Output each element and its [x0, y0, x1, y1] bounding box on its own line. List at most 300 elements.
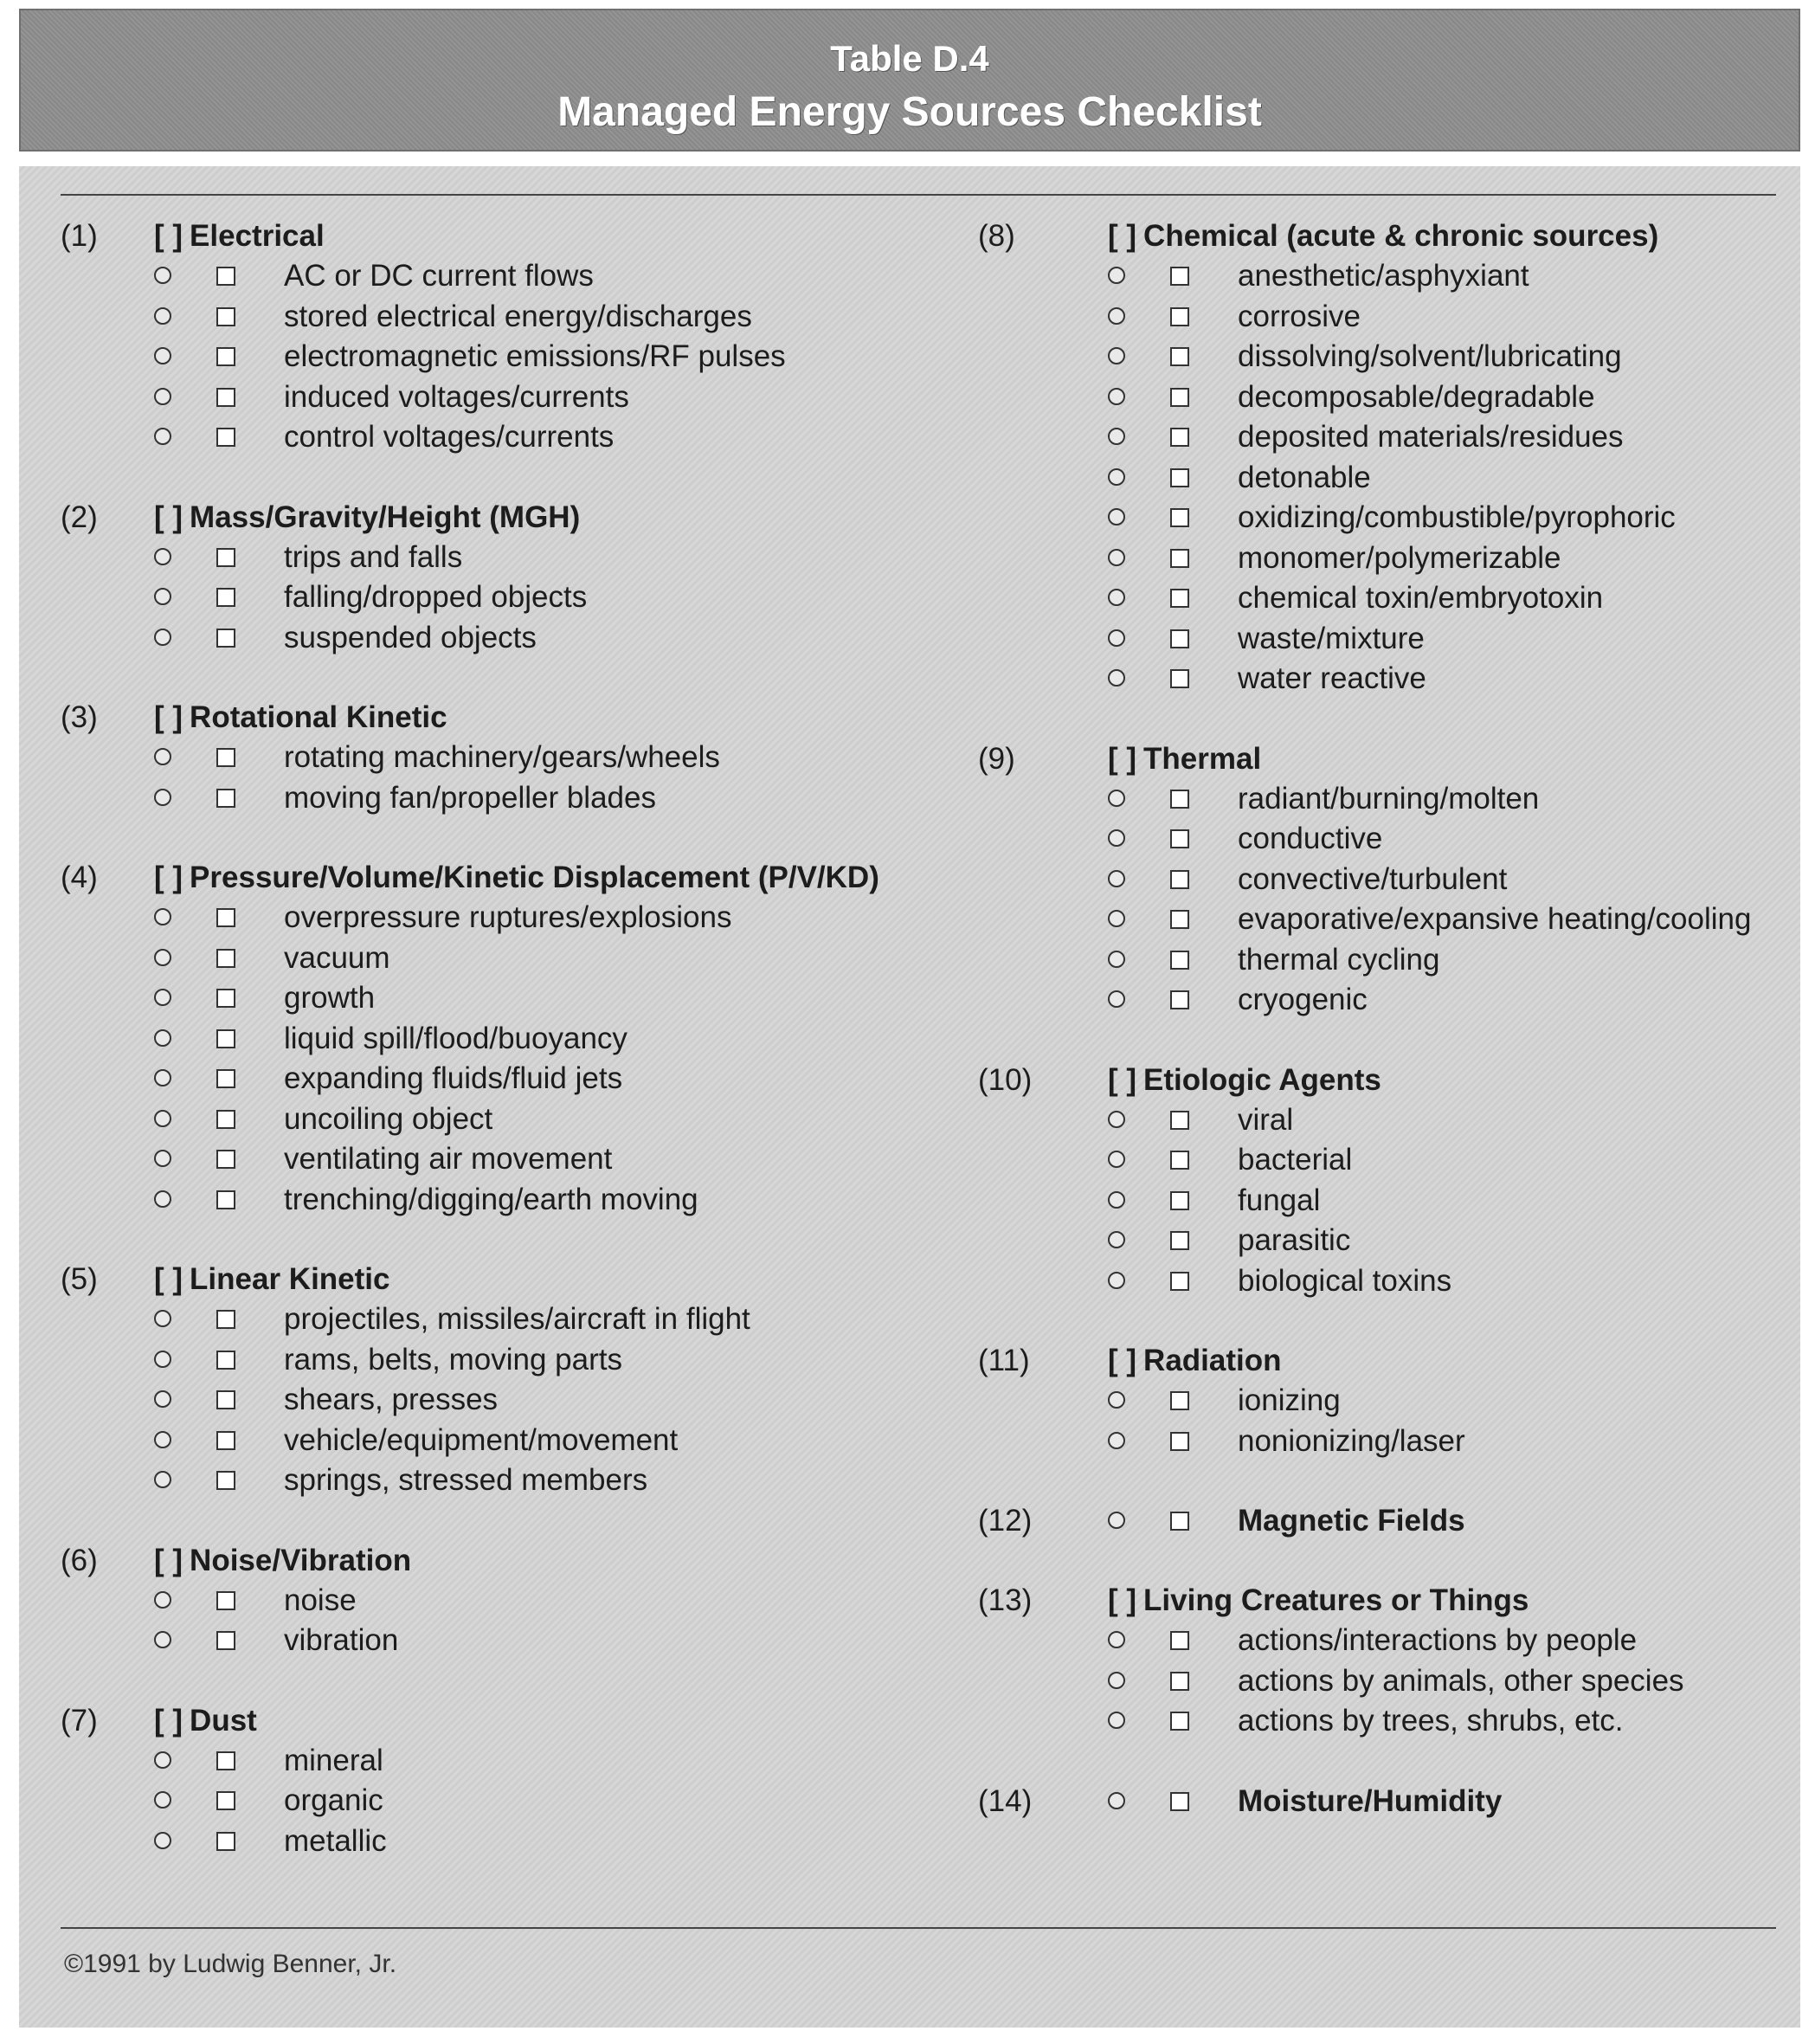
radio-button[interactable]	[154, 307, 171, 325]
checkbox[interactable]	[1170, 1631, 1189, 1650]
checklist-section	[978, 1061, 1792, 1302]
item-label: thermal cycling	[1238, 942, 1440, 977]
section-title	[154, 698, 447, 738]
checklist-item	[978, 1661, 1792, 1702]
radio-button[interactable]	[154, 1631, 171, 1648]
left-column	[61, 216, 961, 1901]
checklist-item	[61, 377, 961, 418]
checkbox[interactable]	[216, 388, 235, 407]
item-label: rotating machinery/gears/wheels	[284, 740, 720, 774]
section-checkbox-bracket[interactable]: [ ]	[1108, 219, 1137, 253]
checkbox[interactable]	[1170, 1432, 1189, 1451]
checklist-item	[978, 377, 1792, 418]
checkbox[interactable]	[216, 588, 235, 607]
checkbox[interactable]	[1170, 549, 1189, 568]
checkbox[interactable]	[216, 267, 235, 286]
section-label: Electrical	[190, 219, 325, 253]
checkbox[interactable]	[1170, 589, 1189, 608]
section-title	[154, 216, 325, 256]
item-label: uncoiling object	[284, 1101, 493, 1136]
checkbox[interactable]	[216, 1431, 235, 1450]
radio-button[interactable]	[1108, 549, 1125, 566]
radio-button[interactable]	[154, 1791, 171, 1809]
section-number: (7)	[61, 1703, 98, 1738]
checklist-item	[61, 898, 961, 938]
radio-button[interactable]	[154, 789, 171, 806]
item-label: AC or DC current flows	[284, 259, 594, 293]
section-title	[1108, 216, 1658, 256]
table-title: Managed Energy Sources Checklist	[557, 89, 1262, 135]
checklist-item	[61, 1059, 961, 1099]
checklist-item	[978, 779, 1792, 820]
section-checkbox-bracket[interactable]: [ ]	[154, 1262, 183, 1296]
item-label: evaporative/expansive heating/cooling	[1238, 902, 1752, 936]
checkbox[interactable]	[216, 949, 235, 968]
section-heading	[61, 698, 961, 738]
item-label: dissolving/solvent/lubricating	[1238, 339, 1622, 373]
item-label: rams, belts, moving parts	[284, 1342, 622, 1377]
checklist-section	[61, 498, 961, 659]
checkbox[interactable]	[216, 1471, 235, 1490]
section-title	[154, 1701, 257, 1741]
checkbox[interactable]	[216, 307, 235, 326]
radio-button[interactable]	[154, 1471, 171, 1488]
item-label: mineral	[284, 1743, 383, 1777]
checklist-item	[61, 1139, 961, 1180]
section-number: (9)	[978, 741, 1015, 776]
item-label: anesthetic/asphyxiant	[1238, 259, 1529, 293]
section-title	[1108, 1341, 1282, 1381]
radio-button[interactable]	[154, 1390, 171, 1408]
checklist-item	[61, 1421, 961, 1461]
checklist-item	[978, 1701, 1792, 1742]
bottom-divider	[61, 1927, 1776, 1929]
checkbox[interactable]	[1170, 508, 1189, 527]
radio-button[interactable]	[154, 1069, 171, 1086]
checklist-item	[978, 1621, 1792, 1661]
item-label: control voltages/currents	[284, 420, 615, 454]
section-number: (10)	[978, 1062, 1033, 1097]
section-heading	[61, 858, 961, 898]
checklist-section	[61, 1701, 961, 1862]
checklist-item	[978, 860, 1792, 900]
item-label: noise	[284, 1583, 357, 1617]
radio-button[interactable]	[154, 1431, 171, 1448]
radio-button[interactable]	[1108, 1111, 1125, 1128]
checklist-section-inline	[978, 1501, 1792, 1541]
item-label: biological toxins	[1238, 1263, 1452, 1298]
item-label: moving fan/propeller blades	[284, 780, 656, 815]
checkbox[interactable]	[1170, 910, 1189, 929]
item-label: induced voltages/currents	[284, 379, 629, 414]
section-label: Rotational Kinetic	[190, 700, 447, 734]
section-checkbox-bracket[interactable]: [ ]	[1108, 1344, 1137, 1377]
item-label: vehicle/equipment/movement	[284, 1422, 679, 1457]
checkbox[interactable]	[216, 748, 235, 767]
checkbox[interactable]	[1170, 1672, 1189, 1691]
checklist-item	[61, 1340, 961, 1381]
section-number: (13)	[978, 1583, 1033, 1617]
checkbox[interactable]	[1170, 428, 1189, 447]
checkbox[interactable]	[216, 428, 235, 447]
radio-button[interactable]	[154, 1029, 171, 1047]
item-label: cryogenic	[1238, 983, 1368, 1016]
checklist-item	[978, 659, 1792, 700]
checklist-item	[978, 458, 1792, 499]
checklist-item	[61, 1822, 961, 1862]
checklist-section	[978, 1341, 1792, 1461]
item-label: shears, presses	[284, 1383, 499, 1416]
radio-button[interactable]	[154, 588, 171, 605]
checkbox[interactable]	[216, 908, 235, 927]
radio-button[interactable]	[1108, 829, 1125, 847]
section-heading	[61, 498, 961, 538]
section-number: (14)	[978, 1783, 1033, 1818]
item-label: vibration	[284, 1623, 399, 1657]
section-label: Dust	[190, 1703, 257, 1738]
checkbox[interactable]	[216, 1310, 235, 1329]
radio-button[interactable]	[1108, 990, 1125, 1008]
section-checkbox-bracket[interactable]: [ ]	[154, 219, 183, 253]
checkbox[interactable]	[1170, 388, 1189, 407]
checklist-section	[61, 698, 961, 818]
radio-button[interactable]	[1108, 1432, 1125, 1449]
section-checkbox-bracket[interactable]: [ ]	[1108, 741, 1137, 776]
radio-button[interactable]	[154, 989, 171, 1006]
item-label: waste/mixture	[1238, 621, 1425, 655]
checklist-item	[978, 980, 1792, 1021]
checklist-item	[978, 256, 1792, 297]
radio-button[interactable]	[154, 388, 171, 405]
checklist-item	[61, 1019, 961, 1060]
checklist-item	[61, 577, 961, 618]
item-label: metallic	[284, 1823, 387, 1858]
checklist-item	[61, 778, 961, 819]
checkbox[interactable]	[216, 1190, 235, 1209]
checkbox[interactable]	[1170, 1391, 1189, 1410]
checkbox[interactable]	[216, 789, 235, 808]
checkbox[interactable]	[1170, 1512, 1189, 1531]
section-heading	[61, 1701, 961, 1741]
section-label: Radiation	[1143, 1344, 1282, 1377]
radio-button[interactable]	[1108, 1712, 1125, 1729]
section-number: (11)	[978, 1344, 1030, 1377]
checklist-item	[978, 940, 1792, 981]
radio-button[interactable]	[1108, 428, 1125, 445]
checkbox[interactable]	[216, 989, 235, 1008]
radio-button[interactable]	[1108, 1272, 1125, 1289]
section-label: Pressure/Volume/Kinetic Displacement (P/V/KD)	[190, 861, 879, 894]
checkbox[interactable]	[216, 1110, 235, 1129]
checklist-item	[978, 498, 1792, 538]
checkbox[interactable]	[216, 1791, 235, 1810]
radio-button[interactable]	[1108, 468, 1125, 486]
checklist-section	[61, 1541, 961, 1661]
checkbox[interactable]	[1170, 1792, 1189, 1811]
checkbox[interactable]	[1170, 307, 1189, 326]
item-label: deposited materials/residues	[1238, 420, 1624, 454]
inline-checklist-row	[978, 1782, 1792, 1822]
checkbox[interactable]	[216, 1751, 235, 1770]
section-number: (1)	[61, 219, 98, 253]
item-label: convective/turbulent	[1238, 861, 1508, 896]
section-label: Magnetic Fields	[1238, 1504, 1465, 1538]
section-number: (3)	[61, 700, 98, 734]
checklist-item	[978, 1221, 1792, 1261]
checkbox[interactable]	[1170, 790, 1189, 809]
checklist-item	[61, 1299, 961, 1340]
item-label: bacterial	[1238, 1143, 1353, 1177]
radio-button[interactable]	[1108, 790, 1125, 807]
checklist-item	[61, 337, 961, 377]
radio-button[interactable]	[154, 1591, 171, 1609]
radio-button[interactable]	[1108, 508, 1125, 526]
section-heading	[978, 1061, 1792, 1100]
item-label: liquid spill/flood/buoyancy	[284, 1021, 628, 1055]
checkbox[interactable]	[1170, 829, 1189, 848]
checklist-item	[61, 738, 961, 778]
item-label: projectiles, missiles/aircraft in flight	[284, 1302, 750, 1336]
checkbox[interactable]	[216, 1832, 235, 1851]
checklist-item	[61, 938, 961, 979]
item-label: trips and falls	[284, 539, 463, 574]
item-label: ventilating air movement	[284, 1142, 613, 1176]
checklist-panel	[19, 166, 1800, 2028]
item-label: actions/interactions by people	[1238, 1623, 1638, 1657]
radio-button[interactable]	[154, 1832, 171, 1849]
checkbox[interactable]	[216, 1069, 235, 1088]
item-label: nonionizing/laser	[1238, 1423, 1465, 1458]
checklist-item	[61, 1460, 961, 1501]
checklist-item	[61, 417, 961, 458]
section-checkbox-bracket[interactable]: [ ]	[154, 861, 183, 894]
checklist-item	[61, 1621, 961, 1661]
radio-button[interactable]	[1108, 1231, 1125, 1248]
radio-button[interactable]	[1108, 589, 1125, 606]
item-label: parasitic	[1238, 1223, 1351, 1257]
table-number: Table D.4	[830, 38, 989, 79]
radio-button[interactable]	[154, 1351, 171, 1368]
radio-button[interactable]	[1108, 951, 1125, 968]
section-label: Mass/Gravity/Height (MGH)	[190, 500, 581, 534]
checklist-section	[61, 1260, 961, 1501]
checkbox[interactable]	[1170, 1191, 1189, 1210]
checkbox[interactable]	[1170, 347, 1189, 366]
item-label: actions by animals, other species	[1238, 1663, 1684, 1698]
section-label: Chemical (acute & chronic sources)	[1143, 219, 1659, 253]
section-number: (5)	[61, 1262, 98, 1296]
item-label: suspended objects	[284, 620, 537, 654]
checkbox[interactable]	[216, 1591, 235, 1610]
checklist-item	[61, 1781, 961, 1822]
checklist-item	[978, 578, 1792, 619]
section-title	[154, 498, 580, 538]
section-title	[154, 1541, 411, 1581]
item-label: oxidizing/combustible/pyrophoric	[1238, 500, 1676, 534]
item-label: ionizing	[1238, 1383, 1341, 1417]
radio-button[interactable]	[1108, 1792, 1125, 1809]
radio-button[interactable]	[1108, 347, 1125, 364]
item-label: fungal	[1238, 1183, 1321, 1217]
section-checkbox-bracket[interactable]: [ ]	[154, 1703, 183, 1738]
radio-button[interactable]	[154, 1150, 171, 1167]
radio-button[interactable]	[1108, 1391, 1125, 1409]
section-checkbox-bracket[interactable]: [ ]	[154, 500, 183, 534]
item-label: falling/dropped objects	[284, 580, 588, 614]
item-label: expanding fluids/fluid jets	[284, 1061, 623, 1095]
section-label: Etiologic Agents	[1143, 1062, 1381, 1097]
radio-button[interactable]	[154, 1110, 171, 1127]
item-label: monomer/polymerizable	[1238, 540, 1561, 575]
checkbox[interactable]	[1170, 267, 1189, 286]
item-label: electromagnetic emissions/RF pulses	[284, 339, 786, 373]
checklist-item	[978, 1381, 1792, 1422]
checklist-item	[61, 618, 961, 659]
section-checkbox-bracket[interactable]: [ ]	[154, 700, 183, 734]
radio-button[interactable]	[154, 347, 171, 364]
radio-button[interactable]	[1108, 1151, 1125, 1168]
section-label: Noise/Vibration	[190, 1543, 412, 1577]
checklist-section	[978, 1581, 1792, 1742]
checklist-item	[61, 297, 961, 338]
checklist-section	[61, 858, 961, 1220]
checkbox[interactable]	[1170, 1111, 1189, 1130]
item-label: water reactive	[1238, 661, 1426, 695]
checkbox[interactable]	[216, 1390, 235, 1409]
checklist-item	[61, 1380, 961, 1421]
checklist-item	[61, 1741, 961, 1782]
checklist-item	[978, 819, 1792, 860]
radio-button[interactable]	[1108, 629, 1125, 647]
inline-checklist-row	[978, 1501, 1792, 1541]
section-heading	[978, 1341, 1792, 1381]
radio-button[interactable]	[1108, 1191, 1125, 1209]
section-title	[154, 1260, 390, 1299]
checklist-item	[61, 1581, 961, 1622]
right-column	[978, 216, 1792, 1861]
checklist-section	[61, 216, 961, 458]
checklist-section	[978, 216, 1792, 700]
radio-button[interactable]	[1108, 267, 1125, 284]
section-heading	[61, 1260, 961, 1299]
radio-button[interactable]	[154, 267, 171, 284]
section-label: Linear Kinetic	[190, 1262, 390, 1296]
checklist-item	[978, 1140, 1792, 1181]
section-number: (6)	[61, 1543, 98, 1577]
checkbox[interactable]	[216, 1150, 235, 1169]
checklist-item	[978, 1422, 1792, 1462]
section-title	[154, 858, 879, 898]
checkbox[interactable]	[216, 347, 235, 366]
checklist-item	[978, 619, 1792, 660]
checkbox[interactable]	[1170, 1712, 1189, 1731]
checkbox[interactable]	[1170, 1272, 1189, 1291]
checkbox[interactable]	[1170, 669, 1189, 688]
copyright-footer: ©1991 by Ludwig Benner, Jr.	[64, 1950, 397, 1978]
section-heading	[978, 739, 1792, 779]
top-divider	[61, 194, 1776, 196]
radio-button[interactable]	[1108, 870, 1125, 887]
radio-button[interactable]	[1108, 1672, 1125, 1689]
checkbox[interactable]	[1170, 951, 1189, 970]
checkbox[interactable]	[1170, 870, 1189, 889]
checklist-item	[978, 1100, 1792, 1141]
radio-button[interactable]	[1108, 669, 1125, 687]
section-title	[1108, 1061, 1381, 1100]
radio-button[interactable]	[154, 748, 171, 765]
checklist-item	[61, 538, 961, 578]
radio-button[interactable]	[1108, 1631, 1125, 1648]
checkbox[interactable]	[216, 1631, 235, 1650]
checkbox[interactable]	[1170, 990, 1189, 1009]
radio-button[interactable]	[154, 1190, 171, 1208]
section-checkbox-bracket[interactable]: [ ]	[154, 1543, 183, 1577]
radio-button[interactable]	[154, 428, 171, 445]
checkbox[interactable]	[216, 1351, 235, 1370]
radio-button[interactable]	[154, 629, 171, 646]
section-number: (12)	[978, 1504, 1033, 1538]
section-number: (8)	[978, 219, 1015, 253]
checklist-item	[61, 1180, 961, 1221]
section-checkbox-bracket[interactable]: [ ]	[1108, 1062, 1137, 1097]
checklist-item	[978, 1181, 1792, 1222]
radio-button[interactable]	[1108, 388, 1125, 405]
radio-button[interactable]	[154, 949, 171, 966]
item-label: organic	[284, 1783, 383, 1817]
radio-button[interactable]	[1108, 307, 1125, 325]
title-banner	[19, 9, 1800, 152]
item-label: decomposable/degradable	[1238, 379, 1595, 414]
item-label: trenching/digging/earth moving	[284, 1182, 698, 1216]
checklist-item	[978, 538, 1792, 579]
section-label: Moisture/Humidity	[1238, 1783, 1503, 1818]
section-title	[1108, 739, 1261, 779]
item-label: conductive	[1238, 822, 1383, 855]
section-title	[1108, 1581, 1529, 1621]
item-label: vacuum	[284, 940, 390, 975]
section-checkbox-bracket[interactable]: [ ]	[1108, 1583, 1137, 1617]
checkbox[interactable]	[216, 548, 235, 567]
checklist-item	[61, 256, 961, 297]
item-label: stored electrical energy/discharges	[284, 299, 752, 333]
radio-button[interactable]	[1108, 910, 1125, 927]
checkbox[interactable]	[216, 629, 235, 648]
checklist-item	[978, 337, 1792, 377]
item-label: radiant/burning/molten	[1238, 781, 1540, 816]
radio-button[interactable]	[1108, 1512, 1125, 1529]
checklist-item	[61, 1099, 961, 1140]
item-label: viral	[1238, 1102, 1294, 1137]
radio-button[interactable]	[154, 548, 171, 565]
radio-button[interactable]	[154, 1751, 171, 1769]
radio-button[interactable]	[154, 1310, 171, 1327]
checkbox[interactable]	[216, 1029, 235, 1048]
checklist-item	[978, 899, 1792, 940]
radio-button[interactable]	[154, 908, 171, 925]
section-heading	[61, 1541, 961, 1581]
checkbox[interactable]	[1170, 1151, 1189, 1170]
checkbox[interactable]	[1170, 1231, 1189, 1250]
item-label: detonable	[1238, 460, 1371, 494]
checkbox[interactable]	[1170, 629, 1189, 648]
item-label: springs, stressed members	[284, 1463, 648, 1497]
checklist-item	[61, 978, 961, 1019]
item-label: corrosive	[1238, 299, 1361, 333]
checklist-item	[978, 297, 1792, 338]
checkbox[interactable]	[1170, 468, 1189, 487]
section-label: Living Creatures or Things	[1143, 1583, 1529, 1617]
item-label: chemical toxin/embryotoxin	[1238, 581, 1604, 615]
